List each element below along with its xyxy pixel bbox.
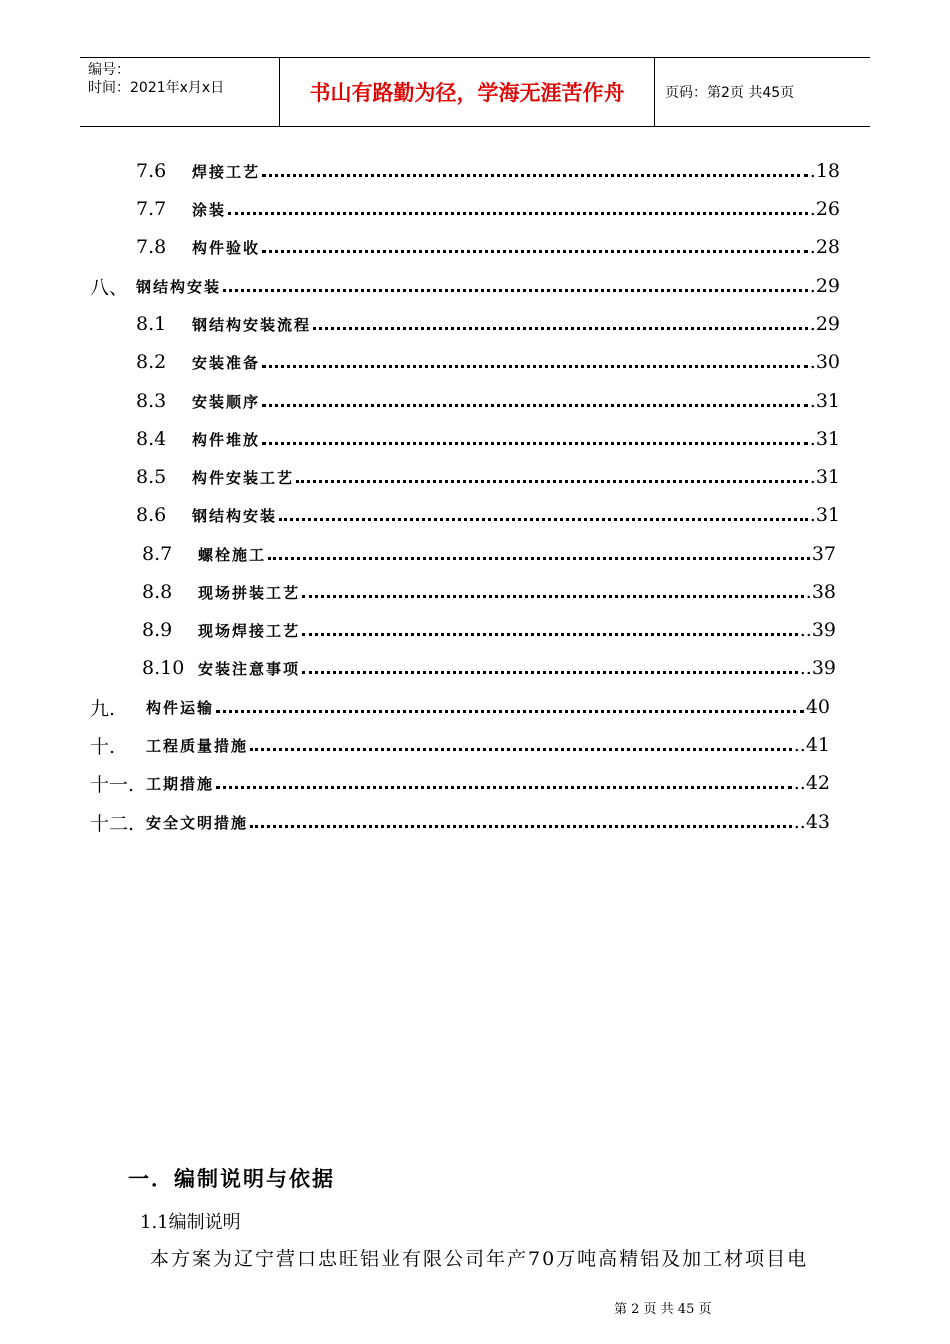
toc-dot-leader <box>262 230 808 253</box>
toc-entry-title: 钢结构安装 <box>192 506 278 525</box>
toc-entry[interactable] <box>90 692 830 722</box>
toc-entry-number: 8.4 <box>136 428 167 450</box>
toc-dot-leader <box>216 766 792 789</box>
toc-dot-leader <box>302 575 804 598</box>
toc-entry-number: 十一. <box>90 773 135 796</box>
toc-entry-number: 九. <box>90 697 116 720</box>
toc-entry[interactable] <box>90 271 840 301</box>
toc-entry[interactable] <box>136 156 840 186</box>
toc-entry-number: 7.6 <box>136 160 167 182</box>
document-number-label: 编号： <box>88 62 130 78</box>
page-header <box>80 57 870 127</box>
toc-entry-number: 十二. <box>90 812 135 835</box>
toc-entry-number: 7.8 <box>136 236 167 258</box>
toc-dot-leader <box>262 345 808 368</box>
toc-entry-page: ..41 <box>793 734 830 756</box>
toc-dot-leader <box>228 192 808 215</box>
toc-entry[interactable] <box>136 424 840 454</box>
toc-entry-number: 8.5 <box>136 466 167 488</box>
toc-dot-leader <box>279 498 808 521</box>
toc-entry-page: .31 <box>809 466 840 488</box>
toc-entry-title: 工程质量措施 <box>146 736 249 755</box>
toc-entry[interactable] <box>142 615 836 645</box>
toc-entry-number: 8.3 <box>136 390 167 412</box>
toc-entry-number: 8.1 <box>136 313 167 335</box>
toc-entry[interactable] <box>90 730 830 760</box>
toc-entry-title: 构件运输 <box>146 698 215 717</box>
toc-entry-title: 工期措施 <box>146 774 215 793</box>
toc-dot-leader <box>268 537 810 560</box>
toc-entry[interactable] <box>142 539 836 569</box>
toc-entry[interactable] <box>142 653 836 683</box>
toc-entry-page: 40 <box>805 696 830 718</box>
toc-dot-leader <box>262 422 808 445</box>
toc-entry-page: .38 <box>805 581 836 603</box>
toc-entry-page: .26 <box>809 198 840 220</box>
header-page-info: 页码：第2页 共45页 <box>665 85 795 101</box>
toc-dot-leader <box>262 384 808 407</box>
page-footer: 第 2 页 共 45 页 <box>614 1302 712 1317</box>
toc-entry-title: 构件堆放 <box>192 430 261 449</box>
toc-dot-leader <box>216 690 804 713</box>
toc-entry[interactable] <box>136 462 840 492</box>
toc-entry[interactable] <box>136 194 840 224</box>
toc-dot-leader <box>250 728 792 751</box>
toc-entry[interactable] <box>90 807 830 837</box>
header-meta <box>80 58 280 126</box>
toc-entry-page: .29 <box>809 275 840 297</box>
toc-entry-page: .18 <box>809 160 840 182</box>
toc-entry-page: ..43 <box>793 811 830 833</box>
toc-dot-leader <box>302 613 798 636</box>
toc-entry-title: 安装准备 <box>192 353 261 372</box>
toc-entry-page: .28 <box>809 236 840 258</box>
toc-entry-page: ..39 <box>799 619 836 641</box>
toc-dot-leader <box>313 307 808 330</box>
toc-entry-number: 7.7 <box>136 198 167 220</box>
toc-entry[interactable] <box>136 500 840 530</box>
toc-entry[interactable] <box>136 232 840 262</box>
toc-dot-leader <box>296 460 808 483</box>
toc-entry[interactable] <box>136 309 840 339</box>
toc-entry-number: 8.2 <box>136 351 167 373</box>
toc-entry-title: 安装注意事项 <box>198 659 301 678</box>
toc-entry[interactable] <box>136 386 840 416</box>
toc-entry[interactable] <box>136 347 840 377</box>
toc-entry-number: 8.10 <box>142 657 185 679</box>
document-date: 时间：2021年x月x日 <box>88 80 225 96</box>
toc-entry-title: 现场焊接工艺 <box>198 621 301 640</box>
toc-dot-leader <box>302 651 798 674</box>
toc-entry-title: 构件验收 <box>192 238 261 257</box>
toc-entry-title: 构件安装工艺 <box>192 468 295 487</box>
toc-entry-number: 8.8 <box>142 581 173 603</box>
toc-entry-page: ..39 <box>799 657 836 679</box>
toc-entry-number: 十. <box>90 735 116 758</box>
toc-entry-title: 涂装 <box>192 200 227 219</box>
toc-entry-title: 钢结构安装流程 <box>192 315 312 334</box>
toc-entry-title: 钢结构安装 <box>136 277 222 296</box>
toc-entry[interactable] <box>90 768 830 798</box>
toc-entry-number: 8.9 <box>142 619 173 641</box>
toc-entry-number: 8.6 <box>136 504 167 526</box>
toc-entry-title: 焊接工艺 <box>192 162 261 181</box>
body-paragraph: 本方案为辽宁营口忠旺铝业有限公司年产70万吨高精铝及加工材项目电 <box>150 1248 809 1270</box>
toc-entry-title: 安装顺序 <box>192 392 261 411</box>
toc-entry-page: 37 <box>811 543 836 565</box>
toc-dot-leader <box>223 269 808 292</box>
toc-entry-number: 八、 <box>90 276 129 299</box>
section-heading: 一．编制说明与依据 <box>128 1167 335 1191</box>
toc-entry-page: .31 <box>809 428 840 450</box>
toc-entry-title: 螺栓施工 <box>198 545 267 564</box>
header-motto: 书山有路勤为径，学海无涯苦作舟 <box>280 58 655 126</box>
toc-entry-page: .31 <box>809 390 840 412</box>
toc-dot-leader <box>262 154 808 177</box>
toc-entry-page: ..42 <box>793 772 830 794</box>
toc-entry-number: 8.7 <box>142 543 173 565</box>
toc-entry[interactable] <box>142 577 836 607</box>
subsection-heading: 1.1编制说明 <box>140 1212 241 1233</box>
toc-entry-page: .30 <box>809 351 840 373</box>
toc-entry-title: 现场拼装工艺 <box>198 583 301 602</box>
toc-dot-leader <box>250 805 792 828</box>
toc-entry-page: .31 <box>809 504 840 526</box>
toc-entry-title: 安全文明措施 <box>146 813 249 832</box>
toc-entry-page: .29 <box>809 313 840 335</box>
